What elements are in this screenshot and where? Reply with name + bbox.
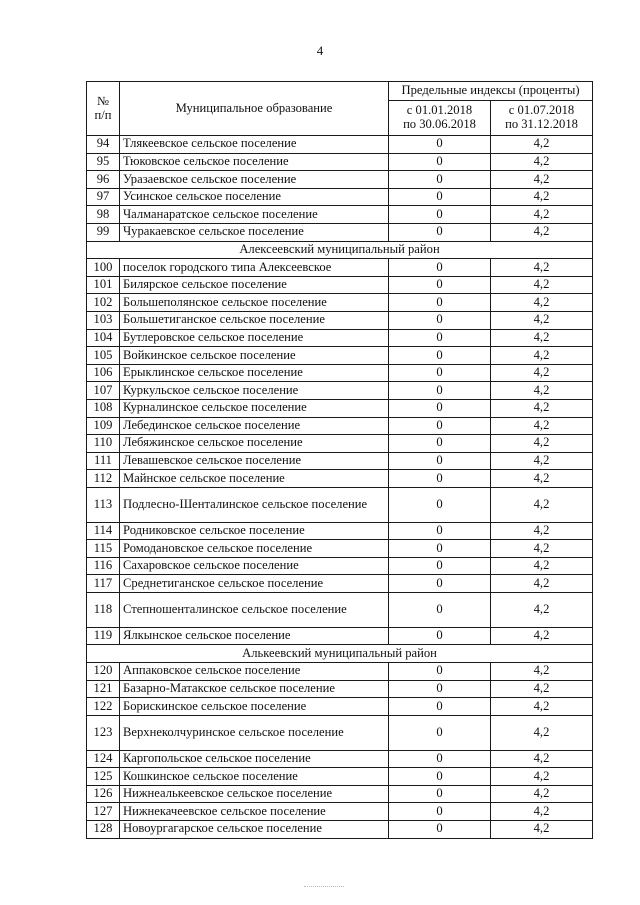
municipality-name: Левашевское сельское поселение	[120, 452, 389, 470]
row-number: 122	[87, 698, 120, 716]
table-row	[87, 188, 593, 206]
index-first-half: 0	[389, 785, 491, 803]
index-second-half: 4,2	[491, 698, 593, 716]
table-row	[87, 768, 593, 786]
row-number: 128	[87, 820, 120, 838]
row-number: 114	[87, 522, 120, 540]
table-row	[87, 522, 593, 540]
index-first-half: 0	[389, 329, 491, 347]
index-first-half: 0	[389, 540, 491, 558]
municipality-name: Усинское сельское поселение	[120, 188, 389, 206]
row-number: 120	[87, 663, 120, 681]
municipality-name: Тюковское сельское поселение	[120, 153, 389, 171]
index-first-half: 0	[389, 470, 491, 488]
footer-mark	[304, 886, 344, 891]
municipality-name: Сахаровское сельское поселение	[120, 557, 389, 575]
row-number: 104	[87, 329, 120, 347]
index-first-half: 0	[389, 557, 491, 575]
table-row	[87, 715, 593, 750]
index-second-half: 4,2	[491, 259, 593, 277]
index-first-half: 0	[389, 627, 491, 645]
row-number: 110	[87, 435, 120, 453]
index-first-half: 0	[389, 820, 491, 838]
row-number: 102	[87, 294, 120, 312]
index-second-half: 4,2	[491, 575, 593, 593]
municipality-name: Войкинское сельское поселение	[120, 347, 389, 365]
index-second-half: 4,2	[491, 171, 593, 189]
row-number: 126	[87, 785, 120, 803]
index-second-half: 4,2	[491, 153, 593, 171]
row-number: 111	[87, 452, 120, 470]
table-row	[87, 680, 593, 698]
page-number: 4	[316, 43, 324, 58]
index-second-half: 4,2	[491, 311, 593, 329]
header-period-first-half: с 01.01.2018 по 30.06.2018	[389, 101, 491, 136]
index-second-half: 4,2	[491, 206, 593, 224]
row-number: 116	[87, 557, 120, 575]
index-second-half: 4,2	[491, 663, 593, 681]
municipality-name: Ялкынское сельское поселение	[120, 627, 389, 645]
municipality-name: Тлякеевское сельское поселение	[120, 136, 389, 154]
index-first-half: 0	[389, 522, 491, 540]
municipality-name: Чуракаевское сельское поселение	[120, 223, 389, 241]
row-number: 118	[87, 593, 120, 628]
table-row	[87, 557, 593, 575]
row-number: 112	[87, 470, 120, 488]
index-second-half: 4,2	[491, 487, 593, 522]
municipality-name: Базарно-Матакское сельское поселение	[120, 680, 389, 698]
municipality-name: Кошкинское сельское поселение	[120, 768, 389, 786]
index-second-half: 4,2	[491, 399, 593, 417]
index-first-half: 0	[389, 715, 491, 750]
municipality-name: Нижнекачеевское сельское поселение	[120, 803, 389, 821]
index-first-half: 0	[389, 487, 491, 522]
row-number: 113	[87, 487, 120, 522]
municipality-name: Майнское сельское поселение	[120, 470, 389, 488]
index-second-half: 4,2	[491, 136, 593, 154]
municipality-name: Борискинское сельское поселение	[120, 698, 389, 716]
index-second-half: 4,2	[491, 785, 593, 803]
index-second-half: 4,2	[491, 715, 593, 750]
table-row	[87, 399, 593, 417]
municipality-name: Лебяжинское сельское поселение	[120, 435, 389, 453]
municipality-name: Бутлеровское сельское поселение	[120, 329, 389, 347]
index-first-half: 0	[389, 417, 491, 435]
index-first-half: 0	[389, 452, 491, 470]
table-row	[87, 593, 593, 628]
table-row	[87, 382, 593, 400]
table-row	[87, 259, 593, 277]
row-number: 115	[87, 540, 120, 558]
index-second-half: 4,2	[491, 540, 593, 558]
index-first-half: 0	[389, 663, 491, 681]
index-second-half: 4,2	[491, 382, 593, 400]
municipality-name: Уразаевское сельское поселение	[120, 171, 389, 189]
table-row	[87, 311, 593, 329]
municipality-name: Родниковское сельское поселение	[120, 522, 389, 540]
table-row	[87, 329, 593, 347]
municipality-name: Чалманаратское сельское поселение	[120, 206, 389, 224]
table-row	[87, 223, 593, 241]
table-row	[87, 153, 593, 171]
index-first-half: 0	[389, 575, 491, 593]
table-row	[87, 820, 593, 838]
row-number: 125	[87, 768, 120, 786]
index-second-half: 4,2	[491, 452, 593, 470]
table-row	[87, 136, 593, 154]
section-title: Алексеевский муниципальный район	[87, 241, 593, 259]
municipality-name: Большетиганское сельское поселение	[120, 311, 389, 329]
section-header-row	[87, 241, 593, 259]
index-first-half: 0	[389, 259, 491, 277]
index-second-half: 4,2	[491, 435, 593, 453]
index-first-half: 0	[389, 347, 491, 365]
row-number: 99	[87, 223, 120, 241]
municipality-name: Ромодановское сельское поселение	[120, 540, 389, 558]
municipality-name: Новоургагарское сельское поселение	[120, 820, 389, 838]
index-second-half: 4,2	[491, 768, 593, 786]
table-row	[87, 663, 593, 681]
index-second-half: 4,2	[491, 276, 593, 294]
table-body	[87, 136, 593, 839]
index-first-half: 0	[389, 768, 491, 786]
municipality-name: поселок городского типа Алексеевское	[120, 259, 389, 277]
municipality-name: Курналинское сельское поселение	[120, 399, 389, 417]
table-row	[87, 435, 593, 453]
municipality-name: Степношенталинское сельское поселение	[120, 593, 389, 628]
municipality-name: Подлесно-Шенталинское сельское поселение	[120, 487, 389, 522]
row-number: 108	[87, 399, 120, 417]
row-number: 123	[87, 715, 120, 750]
table-row	[87, 575, 593, 593]
table-row	[87, 540, 593, 558]
index-second-half: 4,2	[491, 820, 593, 838]
row-number: 98	[87, 206, 120, 224]
row-number: 124	[87, 750, 120, 768]
row-number: 101	[87, 276, 120, 294]
index-first-half: 0	[389, 364, 491, 382]
row-number: 121	[87, 680, 120, 698]
table-row	[87, 347, 593, 365]
row-number: 117	[87, 575, 120, 593]
index-first-half: 0	[389, 593, 491, 628]
index-first-half: 0	[389, 803, 491, 821]
table-row	[87, 171, 593, 189]
municipality-name: Нижнеалькеевское сельское поселение	[120, 785, 389, 803]
index-second-half: 4,2	[491, 417, 593, 435]
index-first-half: 0	[389, 311, 491, 329]
municipality-name: Верхнеколчуринское сельское поселение	[120, 715, 389, 750]
index-first-half: 0	[389, 206, 491, 224]
municipality-name: Билярское сельское поселение	[120, 276, 389, 294]
index-second-half: 4,2	[491, 329, 593, 347]
row-number: 119	[87, 627, 120, 645]
header-municipal-entity: Муниципальное образование	[120, 82, 389, 136]
index-first-half: 0	[389, 750, 491, 768]
index-second-half: 4,2	[491, 627, 593, 645]
row-number: 94	[87, 136, 120, 154]
table-row	[87, 627, 593, 645]
index-second-half: 4,2	[491, 680, 593, 698]
table-row	[87, 364, 593, 382]
index-first-half: 0	[389, 382, 491, 400]
table-row	[87, 470, 593, 488]
row-number: 109	[87, 417, 120, 435]
row-number: 97	[87, 188, 120, 206]
row-number: 95	[87, 153, 120, 171]
index-second-half: 4,2	[491, 557, 593, 575]
index-second-half: 4,2	[491, 522, 593, 540]
row-number: 127	[87, 803, 120, 821]
row-number: 106	[87, 364, 120, 382]
table-row	[87, 803, 593, 821]
index-first-half: 0	[389, 171, 491, 189]
municipality-name: Аппаковское сельское поселение	[120, 663, 389, 681]
table-row	[87, 750, 593, 768]
index-first-half: 0	[389, 698, 491, 716]
index-first-half: 0	[389, 680, 491, 698]
index-second-half: 4,2	[491, 347, 593, 365]
header-period-second-half: с 01.07.2018 по 31.12.2018	[491, 101, 593, 136]
index-first-half: 0	[389, 435, 491, 453]
index-second-half: 4,2	[491, 750, 593, 768]
tariff-index-table	[86, 81, 593, 839]
table-row	[87, 698, 593, 716]
index-second-half: 4,2	[491, 470, 593, 488]
table-row	[87, 487, 593, 522]
index-first-half: 0	[389, 223, 491, 241]
index-first-half: 0	[389, 136, 491, 154]
index-first-half: 0	[389, 153, 491, 171]
row-number: 100	[87, 259, 120, 277]
table-row	[87, 417, 593, 435]
index-second-half: 4,2	[491, 803, 593, 821]
row-number: 96	[87, 171, 120, 189]
table-row	[87, 785, 593, 803]
table-row	[87, 206, 593, 224]
index-first-half: 0	[389, 399, 491, 417]
header-limit-indices: Предельные индексы (проценты)	[389, 82, 593, 101]
index-second-half: 4,2	[491, 223, 593, 241]
row-number: 105	[87, 347, 120, 365]
table-row	[87, 294, 593, 312]
index-first-half: 0	[389, 188, 491, 206]
index-second-half: 4,2	[491, 364, 593, 382]
table-row	[87, 452, 593, 470]
municipality-name: Ерыклинское сельское поселение	[120, 364, 389, 382]
header-number: № п/п	[87, 82, 120, 136]
municipality-name: Лебединское сельское поселение	[120, 417, 389, 435]
index-second-half: 4,2	[491, 188, 593, 206]
index-first-half: 0	[389, 294, 491, 312]
row-number: 103	[87, 311, 120, 329]
row-number: 107	[87, 382, 120, 400]
municipality-name: Куркульское сельское поселение	[120, 382, 389, 400]
section-title: Алькеевский муниципальный район	[87, 645, 593, 663]
index-second-half: 4,2	[491, 294, 593, 312]
municipality-name: Каргопольское сельское поселение	[120, 750, 389, 768]
municipality-name: Большеполянское сельское поселение	[120, 294, 389, 312]
table-row	[87, 276, 593, 294]
section-header-row	[87, 645, 593, 663]
index-second-half: 4,2	[491, 593, 593, 628]
index-first-half: 0	[389, 276, 491, 294]
municipality-name: Среднетиганское сельское поселение	[120, 575, 389, 593]
